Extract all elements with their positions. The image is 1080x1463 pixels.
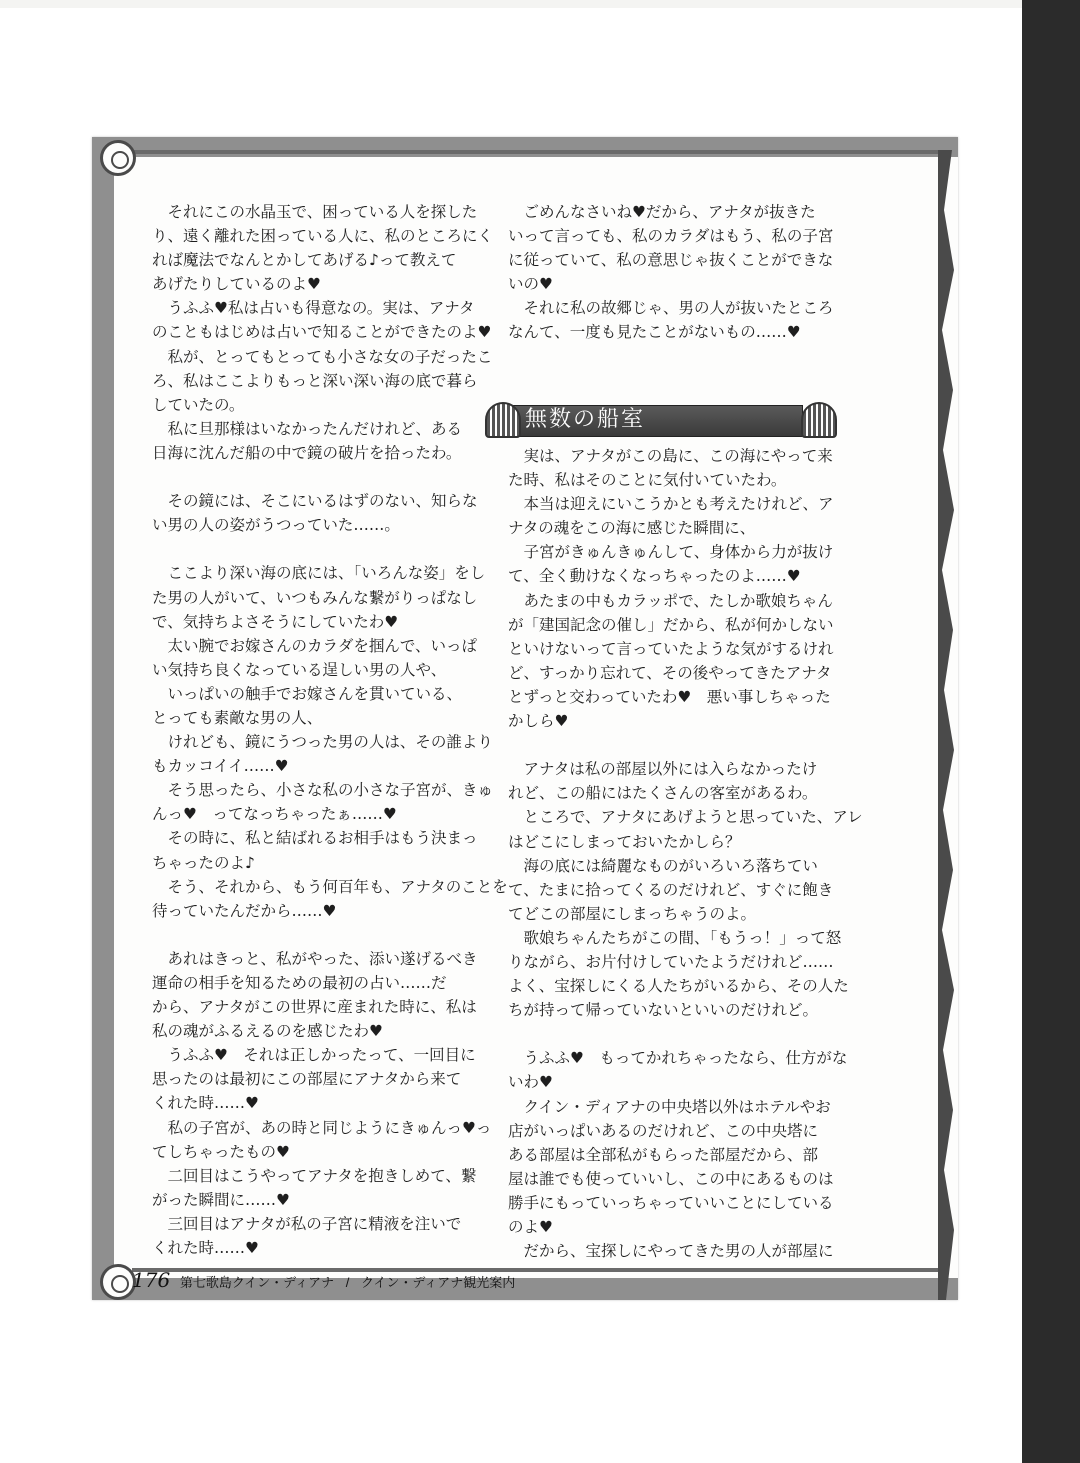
page-number: 176 xyxy=(132,1268,171,1292)
text-line: い男の人の姿がうつっていた……。 xyxy=(152,516,400,535)
text-line: あれはきっと、私がやった、添い遂げるべき xyxy=(152,949,478,968)
text-line: よく、宝探しにくる人たちがいるから、その人た xyxy=(508,977,849,996)
text-line: そう、それから、もう何百年も、アナタのことを xyxy=(152,877,508,896)
text-line: そう思ったら、小さな私の小さな子宮が、きゅ xyxy=(152,781,494,800)
text-line: なんて、一度も見たことがないもの……♥ xyxy=(508,323,801,342)
footer-section: クイン・ディアナ観光案内 xyxy=(361,1275,516,1290)
text-line: 勝手にもっていっちゃっていいことにしている xyxy=(508,1193,834,1212)
text-line: クイン・ディアナの中央塔以外はホテルやお xyxy=(508,1097,831,1116)
text-line: 三回目はアナタが私の子宮に精液を注いで xyxy=(152,1214,462,1233)
text-line: んっ♥ ってなっちゃったぁ……♥ xyxy=(152,805,397,824)
text-line: あたまの中もカラッポで、たしか歌娘ちゃん xyxy=(508,591,833,610)
text-line: ある部屋は全部私がもらった部屋だから、部 xyxy=(508,1145,819,1164)
text-line xyxy=(508,1022,828,1046)
text-line: てしちゃったもの♥ xyxy=(152,1142,290,1161)
text-line: うふふ♥私は占いも得意なの。実は、アナタ xyxy=(152,299,475,318)
right-text-column-bottom xyxy=(508,444,863,1263)
text-line: ちゃったのよ♪ xyxy=(152,853,255,872)
text-line: いっぱいの触手でお嫁さんを貫いている、 xyxy=(152,684,463,703)
text-line: その鏡には、そこにいるはずのない、知らな xyxy=(152,492,478,511)
text-line: 太い腕でお嫁さんのカラダを掴んで、いっぱ xyxy=(152,636,478,655)
text-line: 思ったのは最初にこの部屋にアナタから来て xyxy=(152,1070,462,1089)
text-line: て、たまに拾ってくるのだけれど、すぐに飽き xyxy=(508,880,834,899)
footer-chapter: 第七歌島クイン・ディアナ xyxy=(179,1275,335,1290)
text-line: ど、すっかり忘れて、その後やってきたアナタ xyxy=(508,663,832,682)
text-line: あげたりしているのよ♥ xyxy=(152,275,321,294)
text-line: が「建国記念の催し」だから、私が何かしない xyxy=(508,615,834,634)
text-line: それにこの水晶玉で、困っている人を探した xyxy=(152,203,478,221)
text-line: のこともはじめは占いで知ることができたのよ♥ xyxy=(152,323,492,342)
text-line: ナタの魂をこの海に感じた瞬間に、 xyxy=(508,519,756,538)
text-line: かしら♥ xyxy=(508,712,569,731)
right-text-column-top xyxy=(508,200,834,345)
text-line: 屋は誰でも使っていいし、この中にあるものは xyxy=(508,1169,834,1188)
text-line: た時、私はそのことに気付いていたわ。 xyxy=(508,471,787,490)
text-line: 私に旦那様はいなかったんだけれど、ある xyxy=(152,419,463,438)
text-line: てどこの部屋にしまっちゃうのよ。 xyxy=(508,904,757,923)
page-frame-left xyxy=(92,137,114,1300)
text-line: ろ、私はここよりもっと深い深い海の底で暮ら xyxy=(152,371,478,390)
text-line: 子宮がきゅんきゅんして、身体から力が抜け xyxy=(508,543,834,562)
text-line: 海の底には綺麗なものがいろいろ落ちてい xyxy=(508,856,818,875)
text-line: その時に、私と結ばれるお相手はもう決まっ xyxy=(152,829,478,848)
text-line: 本当は迎えにいこうかとも考えたけれど、ア xyxy=(508,495,834,514)
text-line: いの♥ xyxy=(508,275,553,294)
section-title: 無数の船室 xyxy=(525,407,646,432)
ornament-top-left-icon xyxy=(100,140,136,176)
text-line: もカッコイイ……♥ xyxy=(152,757,289,776)
text-line: 二回目はこうやってアナタを抱きしめて、繋 xyxy=(152,1166,477,1185)
text-line: ちが持って帰っていないといいのだけれど。 xyxy=(508,1001,819,1020)
scan-background xyxy=(0,0,1080,8)
text-line: それに私の故郷じゃ、男の人が抜いたところ xyxy=(508,299,834,318)
text-line: ところで、アナタにあげようと思っていた、アレ xyxy=(508,808,863,827)
dark-background-panel xyxy=(1022,0,1080,1463)
text-line: はどこにしまっておいたかしら？ xyxy=(508,832,741,851)
text-line: て、全く動けなくなっちゃったのよ……♥ xyxy=(508,567,801,586)
text-line: 待っていたんだから……♥ xyxy=(152,901,337,920)
text-line xyxy=(152,537,472,561)
text-line: から、アナタがこの世界に産まれた時に、私は xyxy=(152,998,477,1017)
text-line: 実は、アナタがこの島に、この海にやって来 xyxy=(508,447,833,465)
ornament-bottom-left-icon xyxy=(100,1264,136,1300)
text-line xyxy=(508,733,828,757)
text-line: ここより深い海の底には、「いろんな姿」をし xyxy=(152,564,486,583)
text-line: れば魔法でなんとかしてあげる♪って教えて xyxy=(152,251,457,270)
text-line: うふふ♥ それは正しかったって、一回目に xyxy=(152,1046,476,1065)
text-line: 運命の相手を知るための最初の占い……だ xyxy=(152,974,447,992)
text-line: 歌娘ちゃんたちがこの間、「もうっ！」って怒 xyxy=(508,928,842,947)
text-line: 日海に沈んだ船の中で鏡の破片を拾ったわ。 xyxy=(152,443,462,462)
text-line: れど、この船にはたくさんの客室があるわ。 xyxy=(508,784,818,803)
page-footer xyxy=(132,1268,515,1294)
text-line: がった瞬間に……♥ xyxy=(152,1190,290,1209)
text-line: のよ♥ xyxy=(508,1218,553,1236)
text-line: とっても素敵な男の人、 xyxy=(152,708,323,727)
text-line: 私の魂がふるえるのを感じたわ♥ xyxy=(152,1022,383,1041)
footer-separator: / xyxy=(345,1275,350,1290)
page-frame-rule-top xyxy=(132,150,942,154)
torn-page-edge xyxy=(938,150,958,1300)
text-line: アナタは私の部屋以外には入らなかったけ xyxy=(508,760,818,779)
text-line: くれた時……♥ xyxy=(152,1239,259,1258)
text-line: くれた時……♥ xyxy=(152,1094,259,1113)
text-line: けれども、鏡にうつった男の人は、その誰より xyxy=(152,733,493,752)
text-line: いって言っても、私のカラダはもう、私の子宮 xyxy=(508,227,834,246)
text-line: た男の人がいて、いつもみんな繋がりっぱなし xyxy=(152,588,478,607)
text-line xyxy=(152,465,472,489)
text-line: いわ♥ xyxy=(508,1073,553,1092)
text-line: していたの。 xyxy=(152,395,245,414)
text-line: に従っていて、私の意思じゃ抜くことができな xyxy=(508,251,834,270)
text-line: 店がいっぱいあるのだけれど、この中央塔に xyxy=(508,1121,819,1140)
shell-fan-right-icon xyxy=(801,402,837,438)
text-line: 私の子宮が、あの時と同じようにきゅんっ♥っ xyxy=(152,1118,492,1137)
page-frame-top xyxy=(92,137,958,157)
text-line: りながら、お片付けしていたようだけれど…… xyxy=(508,952,834,971)
text-line: うふふ♥ もってかれちゃったなら、仕方がな xyxy=(508,1049,848,1068)
text-line: とずっと交わっていたわ♥ 悪い事しちゃった xyxy=(508,687,831,706)
section-header xyxy=(485,402,837,438)
text-line: い気持ち良くなっている逞しい男の人や、 xyxy=(152,660,447,679)
left-text-column xyxy=(152,200,508,1260)
shell-fan-left-icon xyxy=(485,402,521,438)
text-line xyxy=(152,923,472,947)
text-line: で、気持ちよさそうにしていたわ♥ xyxy=(152,612,399,631)
text-line: 私が、とってもとっても小さな女の子だったこ xyxy=(152,347,493,366)
text-line: り、遠く離れた困っている人に、私のところにく xyxy=(152,227,494,246)
text-line: といけないって言っていたような気がするけれ xyxy=(508,639,834,658)
text-line: ごめんなさいね♥だから、アナタが抜きた xyxy=(508,203,816,221)
text-line: だから、宝探しにやってきた男の人が部屋に xyxy=(508,1242,834,1261)
